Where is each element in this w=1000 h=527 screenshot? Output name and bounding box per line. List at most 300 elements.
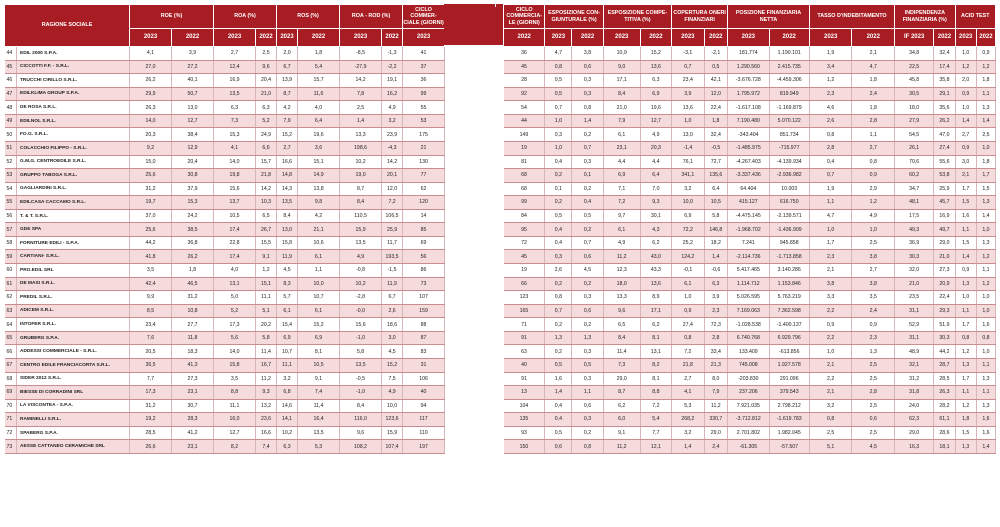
value-cell: 5.763.219 bbox=[769, 291, 809, 305]
value-cell: 1,7 bbox=[955, 318, 976, 332]
value-cell: 0,5 bbox=[545, 87, 572, 101]
value-cell: 10,0 bbox=[382, 399, 403, 413]
table-row bbox=[5, 277, 445, 291]
value-cell: 18,0 bbox=[603, 277, 640, 291]
value-cell: 2,8 bbox=[852, 386, 895, 400]
value-cell: 2,1 bbox=[852, 47, 895, 61]
value-cell: 8,0 bbox=[704, 372, 728, 386]
value-cell: 5,2 bbox=[256, 114, 277, 128]
value-cell: 99 bbox=[504, 196, 545, 210]
value-cell: 15,8 bbox=[214, 358, 256, 372]
value-cell: 13,1 bbox=[640, 345, 671, 359]
value-cell: 7,7 bbox=[640, 426, 671, 440]
company-name-cell: G.M.G. CENTROEDILE S.R.L. bbox=[17, 155, 130, 169]
value-cell: 1,2 bbox=[955, 399, 976, 413]
year-header: 2022 bbox=[934, 29, 955, 47]
value-cell: 1,8 bbox=[976, 155, 995, 169]
value-cell: 19,7 bbox=[130, 196, 172, 210]
value-cell: 4,5 bbox=[852, 440, 895, 454]
value-cell: 6,3 bbox=[704, 277, 728, 291]
value-cell: 0,2 bbox=[572, 277, 603, 291]
value-cell: 14,3 bbox=[277, 182, 298, 196]
value-cell: 13,7 bbox=[214, 196, 256, 210]
value-cell: 26,2 bbox=[130, 74, 172, 88]
value-cell: 2,5 bbox=[809, 426, 852, 440]
value-cell: 0,9 bbox=[852, 318, 895, 332]
value-cell: 26,7 bbox=[256, 223, 277, 237]
value-cell: 36 bbox=[403, 74, 445, 88]
value-cell: -27,9 bbox=[340, 60, 382, 74]
value-cell: 10,0 bbox=[298, 277, 340, 291]
company-name-cell: EDILNOL S.R.L. bbox=[17, 114, 130, 128]
header-tasso-indebitamento: TASSO D'INDEBITAMENTO bbox=[809, 5, 894, 29]
value-cell: 3,0 bbox=[955, 155, 976, 169]
value-cell: 110,5 bbox=[340, 209, 382, 223]
value-cell: 76,1 bbox=[672, 155, 704, 169]
value-cell: 1,1 bbox=[572, 386, 603, 400]
value-cell: 16,2 bbox=[382, 87, 403, 101]
value-cell: 9,1 bbox=[298, 372, 340, 386]
value-cell: 23,4 bbox=[672, 74, 704, 88]
value-cell: 52,9 bbox=[895, 318, 934, 332]
value-cell: 25,6 bbox=[130, 169, 172, 183]
value-cell: 14,8 bbox=[277, 169, 298, 183]
value-cell: 4,7 bbox=[852, 60, 895, 74]
value-cell: 63 bbox=[504, 345, 545, 359]
value-cell: 15,3 bbox=[172, 196, 214, 210]
value-cell: 4,1 bbox=[214, 141, 256, 155]
value-cell: 4,7 bbox=[545, 47, 572, 61]
table-row bbox=[5, 318, 445, 332]
value-cell: 0,6 bbox=[852, 413, 895, 427]
value-cell: 19,6 bbox=[640, 101, 671, 115]
value-cell: -0,6 bbox=[704, 264, 728, 278]
value-cell: 1,8 bbox=[298, 47, 340, 61]
table-row bbox=[5, 128, 445, 142]
value-cell: 15,2 bbox=[382, 358, 403, 372]
value-cell: -1,4 bbox=[672, 141, 704, 155]
value-cell: 3,2 bbox=[809, 399, 852, 413]
value-cell: 5.026.595 bbox=[728, 291, 769, 305]
value-cell: 123,6 bbox=[382, 413, 403, 427]
value-cell: 12,1 bbox=[640, 440, 671, 454]
value-cell: -0,8 bbox=[340, 264, 382, 278]
value-cell: 1,7 bbox=[955, 182, 976, 196]
value-cell: 1,3 bbox=[955, 358, 976, 372]
value-cell: 197 bbox=[403, 440, 445, 454]
value-cell: 22,8 bbox=[214, 236, 256, 250]
value-cell: 29,0 bbox=[603, 372, 640, 386]
value-cell: 1,1 bbox=[976, 386, 995, 400]
row-number-cell: 71 bbox=[5, 413, 17, 427]
value-cell: 49,7 bbox=[934, 223, 955, 237]
right-table-panel bbox=[503, 4, 996, 524]
value-cell: 71 bbox=[504, 318, 545, 332]
value-cell: 0,8 bbox=[852, 155, 895, 169]
value-cell: 1,3 bbox=[976, 236, 995, 250]
row-number-cell: 55 bbox=[5, 196, 17, 210]
value-cell: 94 bbox=[403, 399, 445, 413]
value-cell: 0,6 bbox=[572, 60, 603, 74]
value-cell: 0,3 bbox=[545, 128, 572, 142]
divider bbox=[495, 4, 496, 7]
company-name-cell: AESSE CATTANEO CERAMICHE SRL bbox=[17, 440, 130, 454]
row-number-cell: 56 bbox=[5, 209, 17, 223]
value-cell: 0,4 bbox=[545, 223, 572, 237]
year-header: 2022 bbox=[852, 29, 895, 47]
value-cell: 16,3 bbox=[895, 440, 934, 454]
value-cell: 13,6 bbox=[640, 60, 671, 74]
value-cell: 7,1 bbox=[603, 182, 640, 196]
value-cell: 0,3 bbox=[572, 87, 603, 101]
value-cell: 1,0 bbox=[976, 141, 995, 155]
value-cell: 37,9 bbox=[172, 182, 214, 196]
year-header: 2022 bbox=[256, 29, 277, 47]
year-header: 2023 bbox=[214, 29, 256, 47]
value-cell: 3.140.286 bbox=[769, 264, 809, 278]
table-row bbox=[504, 413, 996, 427]
value-cell: 26,3 bbox=[934, 386, 955, 400]
value-cell: 19,0 bbox=[340, 169, 382, 183]
company-name-cell: SIDER 2012 S.R.L. bbox=[17, 372, 130, 386]
value-cell: 22,4 bbox=[704, 101, 728, 115]
header-posizione-finanziaria: POSIZIONE FINANZIARIA NETTA bbox=[728, 5, 810, 29]
value-cell: 17,3 bbox=[130, 386, 172, 400]
table-row bbox=[504, 304, 996, 318]
value-cell: 8,2 bbox=[640, 358, 671, 372]
value-cell: 31,2 bbox=[172, 291, 214, 305]
value-cell: 6,3 bbox=[277, 440, 298, 454]
value-cell: 0,2 bbox=[545, 277, 572, 291]
value-cell: 291.096 bbox=[769, 372, 809, 386]
value-cell: 1,0 bbox=[809, 223, 852, 237]
value-cell: 15,9 bbox=[382, 426, 403, 440]
value-cell: 41,2 bbox=[172, 426, 214, 440]
value-cell: 1,8 bbox=[172, 264, 214, 278]
value-cell: 83 bbox=[403, 345, 445, 359]
value-cell: 1,6 bbox=[976, 426, 995, 440]
value-cell: 48,9 bbox=[895, 345, 934, 359]
value-cell: 13 bbox=[504, 386, 545, 400]
value-cell: 120 bbox=[403, 196, 445, 210]
value-cell: -1,0 bbox=[340, 386, 382, 400]
value-cell: 0,4 bbox=[545, 413, 572, 427]
row-number-cell: 58 bbox=[5, 236, 17, 250]
value-cell: 19,1 bbox=[382, 74, 403, 88]
value-cell: 108,2 bbox=[340, 440, 382, 454]
value-cell: 5,1 bbox=[256, 304, 277, 318]
header-roa: ROA (%) bbox=[214, 5, 277, 29]
value-cell: 5,3 bbox=[672, 399, 704, 413]
value-cell: -0,1 bbox=[672, 264, 704, 278]
value-cell: 7,9 bbox=[277, 114, 298, 128]
value-cell: 44,2 bbox=[130, 236, 172, 250]
value-cell: 53 bbox=[403, 114, 445, 128]
company-name-cell: FO.G. S.R.L. bbox=[17, 128, 130, 142]
value-cell: -613.856 bbox=[769, 345, 809, 359]
value-cell: 1,3 bbox=[852, 345, 895, 359]
value-cell: 6,1 bbox=[277, 304, 298, 318]
value-cell: 31,8 bbox=[895, 386, 934, 400]
value-cell: 25,2 bbox=[672, 236, 704, 250]
value-cell: 11,2 bbox=[603, 440, 640, 454]
value-cell: 2,5 bbox=[852, 426, 895, 440]
table-row bbox=[5, 114, 445, 128]
value-cell: 8,4 bbox=[340, 399, 382, 413]
value-cell: 2,2 bbox=[809, 304, 852, 318]
value-cell: 4,1 bbox=[130, 47, 172, 61]
value-cell: 0,6 bbox=[572, 304, 603, 318]
value-cell: 11,9 bbox=[382, 277, 403, 291]
value-cell: 72 bbox=[504, 236, 545, 250]
value-cell: 9,3 bbox=[256, 386, 277, 400]
value-cell: 4,9 bbox=[852, 209, 895, 223]
table-row bbox=[5, 209, 445, 223]
value-cell: 29,0 bbox=[704, 426, 728, 440]
table-row bbox=[504, 331, 996, 345]
value-cell: 15,3 bbox=[214, 128, 256, 142]
value-cell: 28,3 bbox=[172, 413, 214, 427]
value-cell: -0,0 bbox=[340, 304, 382, 318]
value-cell: -2.114.736 bbox=[728, 250, 769, 264]
value-cell: 7,2 bbox=[672, 345, 704, 359]
value-cell: 28,5 bbox=[934, 372, 955, 386]
row-number-cell: 62 bbox=[5, 291, 17, 305]
table-row bbox=[5, 264, 445, 278]
value-cell: -57.507 bbox=[769, 440, 809, 454]
value-cell: 8,7 bbox=[603, 386, 640, 400]
value-cell: 0,9 bbox=[955, 141, 976, 155]
year-header: 2022 bbox=[640, 29, 671, 47]
value-cell: -1.619.783 bbox=[769, 413, 809, 427]
value-cell: 1,1 bbox=[976, 264, 995, 278]
value-cell: 1,5 bbox=[955, 426, 976, 440]
company-name-cell: TRUCCHI CIRILLO S.R.L. bbox=[17, 74, 130, 88]
header-copertura-oneri: COPERTURA ONERI FINANZIARI bbox=[672, 5, 728, 29]
value-cell: 2,7 bbox=[852, 141, 895, 155]
value-cell: 2,8 bbox=[809, 141, 852, 155]
value-cell: 1,0 bbox=[976, 304, 995, 318]
value-cell: 23,1 bbox=[172, 386, 214, 400]
value-cell: 10,2 bbox=[340, 155, 382, 169]
value-cell: 7,4 bbox=[256, 440, 277, 454]
year-header: 2023 bbox=[340, 29, 382, 47]
value-cell: 25,9 bbox=[382, 223, 403, 237]
value-cell: 40,1 bbox=[172, 74, 214, 88]
table-row bbox=[5, 155, 445, 169]
value-cell: 2.701.802 bbox=[728, 426, 769, 440]
value-cell: 45,8 bbox=[895, 74, 934, 88]
value-cell: 0,4 bbox=[545, 155, 572, 169]
value-cell: 8,4 bbox=[340, 196, 382, 210]
value-cell: 0,8 bbox=[545, 60, 572, 74]
company-name-cell: EDIL 2000 S.P.A. bbox=[17, 47, 130, 61]
company-name-cell: FORNITURE EDILI - S.P.A. bbox=[17, 236, 130, 250]
row-number-cell: 61 bbox=[5, 277, 17, 291]
value-cell: -4.267.403 bbox=[728, 155, 769, 169]
value-cell: 6,9 bbox=[672, 209, 704, 223]
value-cell: 31,1 bbox=[895, 304, 934, 318]
header-indipendenza-finanziaria: INDIPENDENZA FINANZIARIA (%) bbox=[895, 5, 956, 29]
value-cell: 23,4 bbox=[130, 318, 172, 332]
value-cell: 21,0 bbox=[256, 87, 277, 101]
value-cell: 0,6 bbox=[572, 250, 603, 264]
value-cell: 0,2 bbox=[572, 128, 603, 142]
value-cell: 21 bbox=[403, 141, 445, 155]
value-cell: 15,9 bbox=[340, 223, 382, 237]
value-cell: 13,0 bbox=[172, 101, 214, 115]
table-row bbox=[504, 196, 996, 210]
value-cell: 6,8 bbox=[277, 386, 298, 400]
value-cell: 10,7 bbox=[277, 345, 298, 359]
company-name-cell: ADDESSI COMMERCIALE - S.R.L. bbox=[17, 345, 130, 359]
value-cell: 72,2 bbox=[672, 223, 704, 237]
value-cell: 0,2 bbox=[572, 182, 603, 196]
header-ragione-sociale: RAGIONE SOCIALE bbox=[5, 5, 130, 47]
value-cell: 1,0 bbox=[976, 291, 995, 305]
value-cell: 30,3 bbox=[895, 250, 934, 264]
value-cell: 13,8 bbox=[298, 182, 340, 196]
row-number-cell: 48 bbox=[5, 101, 17, 115]
table-row bbox=[5, 169, 445, 183]
company-name-cell: GAGLIARDINI S.R.L. bbox=[17, 182, 130, 196]
value-cell: 819.949 bbox=[769, 87, 809, 101]
value-cell: 5,4 bbox=[640, 413, 671, 427]
value-cell: 10,5 bbox=[214, 209, 256, 223]
value-cell: 40 bbox=[504, 358, 545, 372]
value-cell: 36,9 bbox=[895, 236, 934, 250]
year-header: 2022 bbox=[504, 29, 545, 47]
value-cell: 8,7 bbox=[277, 87, 298, 101]
value-cell: 1,8 bbox=[704, 114, 728, 128]
value-cell: 25,6 bbox=[130, 223, 172, 237]
year-header: 2023 bbox=[955, 29, 976, 47]
value-cell: 1,3 bbox=[976, 372, 995, 386]
value-cell: 11,4 bbox=[603, 345, 640, 359]
table-row bbox=[504, 101, 996, 115]
value-cell: 32,0 bbox=[895, 264, 934, 278]
value-cell: 181.774 bbox=[728, 47, 769, 61]
value-cell: 4,9 bbox=[382, 386, 403, 400]
value-cell: 1.290.560 bbox=[728, 60, 769, 74]
value-cell: 4,9 bbox=[340, 250, 382, 264]
year-header: 2023 bbox=[672, 29, 704, 47]
value-cell: 1,4 bbox=[976, 114, 995, 128]
value-cell: 7,4 bbox=[298, 386, 340, 400]
table-row bbox=[504, 74, 996, 88]
value-cell: 24,9 bbox=[256, 128, 277, 142]
value-cell: 9,6 bbox=[256, 60, 277, 74]
value-cell: 77 bbox=[403, 169, 445, 183]
value-cell: 13,6 bbox=[640, 277, 671, 291]
value-cell: 2,9 bbox=[852, 182, 895, 196]
value-cell: 1,1 bbox=[976, 87, 995, 101]
value-cell: -1.400.137 bbox=[769, 318, 809, 332]
value-cell: 11,2 bbox=[256, 372, 277, 386]
value-cell: 0,9 bbox=[852, 169, 895, 183]
company-name-cell: GRUPPO TABOGA S.R.L. bbox=[17, 169, 130, 183]
table-row bbox=[5, 182, 445, 196]
value-cell: 1,2 bbox=[976, 277, 995, 291]
value-cell: 0,5 bbox=[704, 60, 728, 74]
value-cell: 1,9 bbox=[809, 47, 852, 61]
value-cell: 2,1 bbox=[809, 264, 852, 278]
row-number-cell: 46 bbox=[5, 74, 17, 88]
header-ros: ROS (%) bbox=[277, 5, 340, 29]
value-cell: 1,2 bbox=[809, 74, 852, 88]
value-cell: 5.417.465 bbox=[728, 264, 769, 278]
value-cell: 14,0 bbox=[130, 114, 172, 128]
value-cell: 2.798.212 bbox=[769, 399, 809, 413]
value-cell: 17,4 bbox=[934, 60, 955, 74]
value-cell: 0,4 bbox=[572, 196, 603, 210]
table-row bbox=[504, 358, 996, 372]
value-cell: 17,5 bbox=[895, 209, 934, 223]
value-cell: -715.977 bbox=[769, 141, 809, 155]
value-cell: 16,7 bbox=[256, 358, 277, 372]
value-cell: 4,9 bbox=[382, 101, 403, 115]
header-acid-test: ACID TEST bbox=[955, 5, 995, 29]
value-cell: 16,9 bbox=[214, 74, 256, 88]
value-cell: 1,2 bbox=[976, 60, 995, 74]
value-cell: 3,5 bbox=[130, 264, 172, 278]
company-name-cell: RAMINELLI S.R.L. bbox=[17, 413, 130, 427]
header-esposizione-competitiva: ESPOSIZIONE COMPE-TITIVA (%) bbox=[603, 5, 671, 29]
value-cell: 1,6 bbox=[545, 372, 572, 386]
value-cell: 0,9 bbox=[976, 47, 995, 61]
value-cell: 9,1 bbox=[256, 250, 277, 264]
value-cell: 43,3 bbox=[640, 264, 671, 278]
value-cell: 7,2 bbox=[603, 196, 640, 210]
year-header: 2023 bbox=[403, 29, 445, 47]
year-header: 2023 bbox=[603, 29, 640, 47]
table-row bbox=[504, 236, 996, 250]
value-cell: 6,1 bbox=[603, 128, 640, 142]
value-cell: 7,9 bbox=[603, 114, 640, 128]
value-cell: -1.436.909 bbox=[769, 223, 809, 237]
row-number-cell: 73 bbox=[5, 440, 17, 454]
value-cell: 5,4 bbox=[298, 60, 340, 74]
value-cell: 23,1 bbox=[172, 440, 214, 454]
company-name-cell: CICCOTTI F.F. - S.R.L. bbox=[17, 60, 130, 74]
value-cell: 0,5 bbox=[572, 358, 603, 372]
value-cell: 6,2 bbox=[603, 399, 640, 413]
value-cell: 6,9 bbox=[298, 331, 340, 345]
row-number-cell: 59 bbox=[5, 250, 17, 264]
value-cell: 11,8 bbox=[172, 331, 214, 345]
value-cell: 3,5 bbox=[214, 372, 256, 386]
value-cell: 124,2 bbox=[672, 250, 704, 264]
value-cell: 70,6 bbox=[895, 155, 934, 169]
value-cell: 8,4 bbox=[603, 87, 640, 101]
row-number-cell: 49 bbox=[5, 114, 17, 128]
value-cell: 11,1 bbox=[277, 358, 298, 372]
company-name-cell: BIESSE DI CORRADINI SRL bbox=[17, 386, 130, 400]
table-row bbox=[504, 60, 996, 74]
table-row bbox=[504, 169, 996, 183]
value-cell: 21,0 bbox=[603, 101, 640, 115]
value-cell: 0,9 bbox=[809, 318, 852, 332]
value-cell: 20,3 bbox=[640, 141, 671, 155]
value-cell: 11,2 bbox=[603, 250, 640, 264]
value-cell: 5,8 bbox=[340, 345, 382, 359]
value-cell: -1.485.975 bbox=[728, 141, 769, 155]
value-cell: 23,9 bbox=[382, 128, 403, 142]
value-cell: -1.968.702 bbox=[728, 223, 769, 237]
value-cell: 15,2 bbox=[298, 318, 340, 332]
value-cell: 18,0 bbox=[895, 101, 934, 115]
value-cell: 1,0 bbox=[976, 345, 995, 359]
